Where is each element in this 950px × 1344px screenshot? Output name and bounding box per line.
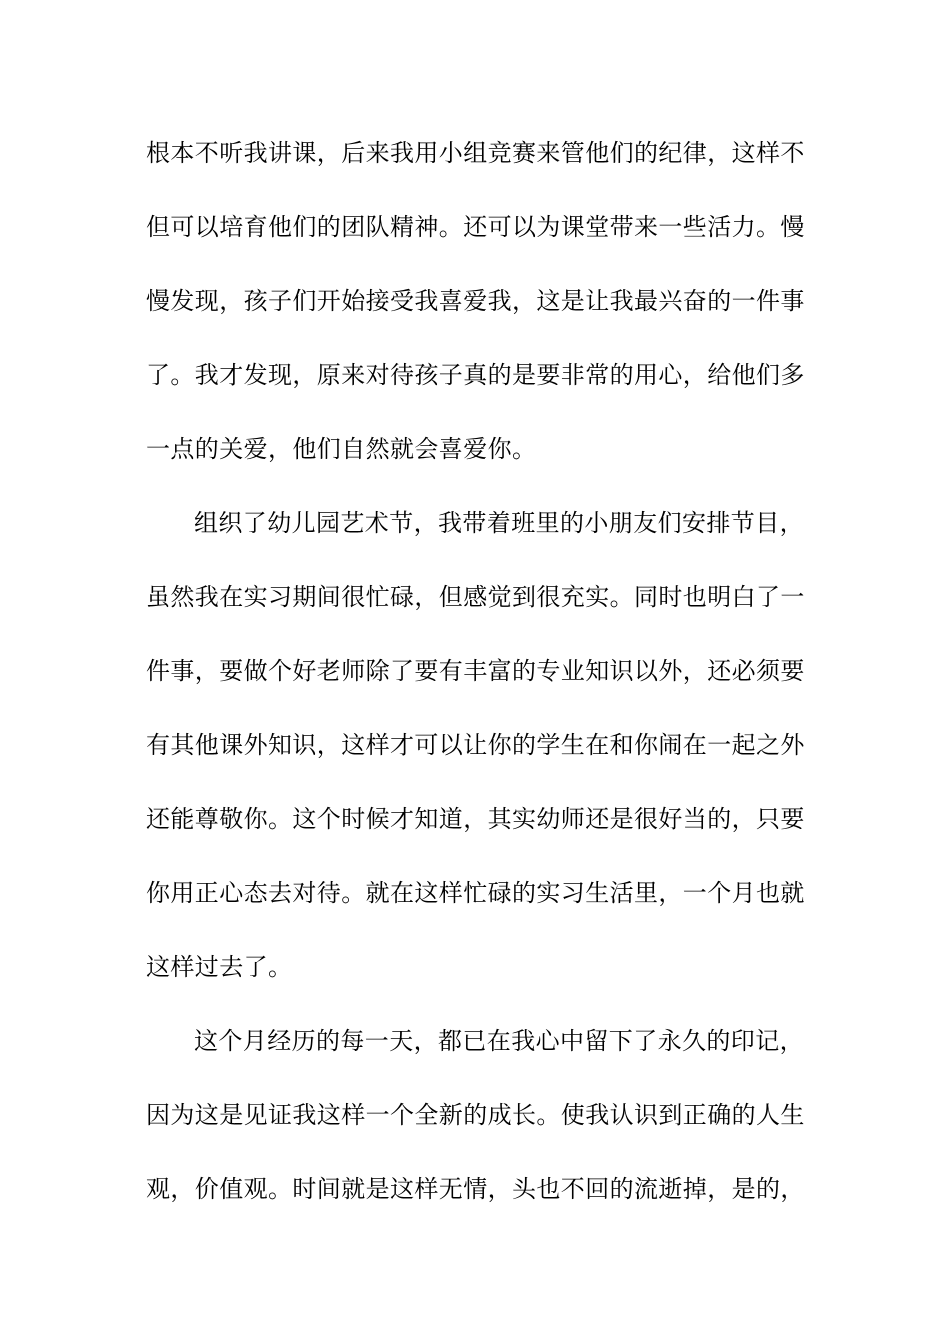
body-text bbox=[146, 125, 805, 1235]
paragraph-3 bbox=[146, 1013, 805, 1235]
text-line: 件事，要做个好老师除了要有丰富的专业知识以外，还必须要 bbox=[146, 657, 805, 685]
text-line: 这个月经历的每一天，都已在我心中留下了永久的印记， bbox=[194, 1027, 804, 1055]
text-line: 还能尊敬你。这个时候才知道，其实幼师还是很好当的，只要 bbox=[146, 805, 805, 833]
text-line: 但可以培育他们的团队精神。还可以为课堂带来一些活力。慢 bbox=[146, 213, 805, 241]
text-line: 有其他课外知识，这样才可以让你的学生在和你闹在一起之外 bbox=[146, 731, 805, 759]
text-line: 观，价值观。时间就是这样无情，头也不回的流逝掉，是的， bbox=[146, 1175, 805, 1203]
text-line: 了。我才发现，原来对待孩子真的是要非常的用心，给他们多 bbox=[146, 361, 805, 389]
text-line: 组织了幼儿园艺术节，我带着班里的小朋友们安排节目， bbox=[194, 509, 804, 537]
text-line: 因为这是见证我这样一个全新的成长。使我认识到正确的人生 bbox=[146, 1101, 805, 1129]
paragraph-2 bbox=[146, 495, 805, 1013]
text-line: 一点的关爱，他们自然就会喜爱你。 bbox=[146, 435, 537, 463]
text-line: 虽然我在实习期间很忙碌，但感觉到很充实。同时也明白了一 bbox=[146, 583, 805, 611]
text-line: 你用正心态去对待。就在这样忙碌的实习生活里，一个月也就 bbox=[146, 879, 805, 907]
text-line: 这样过去了。 bbox=[146, 953, 293, 981]
text-line: 慢发现，孩子们开始接受我喜爱我，这是让我最兴奋的一件事 bbox=[146, 287, 805, 315]
text-line: 根本不听我讲课，后来我用小组竞赛来管他们的纪律，这样不 bbox=[146, 139, 805, 167]
paragraph-1 bbox=[146, 125, 805, 495]
